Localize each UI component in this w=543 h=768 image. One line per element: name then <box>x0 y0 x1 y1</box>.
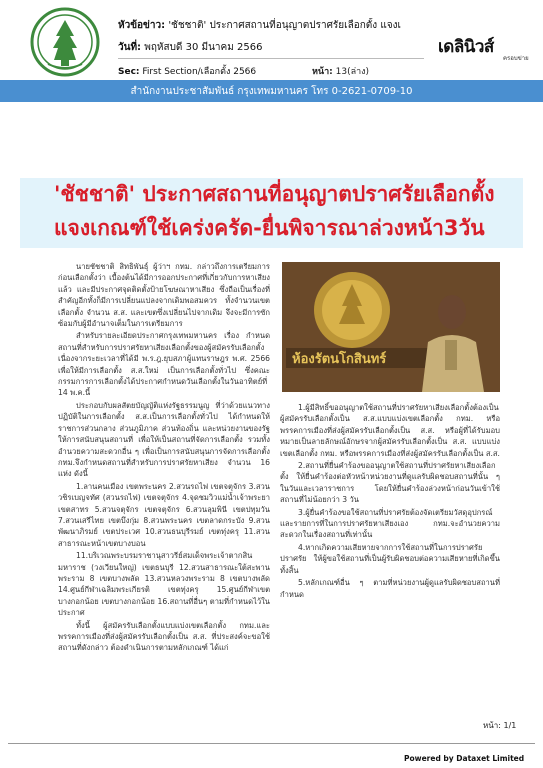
powered-by-text: Powered by Dataxet Limited <box>404 754 525 763</box>
article-body-left <box>58 261 270 731</box>
header-divider <box>118 58 424 59</box>
header-section-value: First Section/เลือกตั้ง 2566 <box>142 67 257 77</box>
header-title-line <box>118 18 418 33</box>
header-page-value: 13(ล่าง) <box>335 67 370 77</box>
footer-divider <box>8 743 535 744</box>
article-paragraph: 5.หลักเกณฑ์อื่น ๆ ตามที่หน่วยงานผู้ดูแลรับผิดชอบสถานที่กำหนด <box>280 578 500 599</box>
article-paragraph: ประกอบกับผลสัตยบัญญัติแห่งรัฐธรรมนูญ ที่ว่าด้วยแนวทางปฏิบัติในการเลือกตั้ง ส.ส.เป็นการเลือกตั้งทั่วไป ได้กำหนดให้ราชการส่วนกลาง ส่วนภูมิภาค ส่วนท้องถิ่น และหน่วยงานของรัฐให้การสนับสนุนสถานที่ เพื่อให้เป็นสถานที่จัดการเลือกตั้ง รวมทั้งอำนวยความสะดวกอื่น ๆ เพื่อเป็นการสนับสนุนการจัดการเลือกตั้ง กทม.จึงกำหนดสถานที่สำหรับการปราศรัยหาเสียง จำนวน 16 แห่ง ดังนี้ <box>58 400 270 479</box>
header-title-value: 'ชัชชาติ' ประกาศสถานที่อนุญาตปราศรัยเลือกตั้ง แจงเ <box>168 20 401 31</box>
article-paragraph: 3.ผู้ยื่นคำร้องขอใช้สถานที่ปราศรัยต้องจัดเตรียมวัสดุอุปกรณ์และรายการที่ในการปราศรัยหาเสียงเอง กทม.จะอำนวยความสะดวกในเรื่องสถานที่เท่านั้น <box>280 507 500 540</box>
header-page-line <box>312 64 369 78</box>
publication-subtitle: ครอบข่าย <box>503 55 529 62</box>
article-paragraph: 1.ลานคนเมือง เขตพระนคร 2.สวนรถไฟ เขตจตุจักร 3.สวนวชิรเบญจทัศ (สวนรถไฟ) เขตจตุจักร 4.จุดชมวิวแม่น้ำเจ้าพระยา เขตสาทร 5.สวนจตุจักร เขตจตุจักร 6.สวนลุมพินี เขตปทุมวัน 7.สวนเสรีไทย เขตบึงกุ่ม 8.สวนพระนคร เขตลาดกระบัง 9.สวนพัฒนาภิรมย์ เขตประเวศ 10.สวนธนบุรีรมย์ เขตทุ่งครุ 11.สวนสาธารณะหน้าเขตบางบอน <box>58 481 270 548</box>
header-date-value: พฤหัสบดี 30 มีนาคม 2566 <box>144 42 263 53</box>
article-paragraph: นายชัชชาติ สิทธิพันธุ์ ผู้ว่าฯ กทม. กล่าวถึงการเตรียมการก่อนเลือกตั้งว่า เบื้องต้นได้มีการออกประกาศที่เกี่ยวกับการหาเสียงแล้ว และมีประกาศจุดติดตั้งป้ายโฆษณาหาเสียง ซึ่งถือเป็นเรื่องที่สำคัญอีกทั้งก็มีการเปลี่ยนแปลงจากเดิมพอสมควร ทั้งจำนวนเขตเลือกตั้ง จำนวน ส.ส. และเขตซึ่งเปลี่ยนไปจากเดิม จึงจะมีการซักซ้อมกับผู้มีอำนาจเต็มในการเตรียมการ <box>58 262 270 329</box>
article-paragraph: 11.บริเวณพระบรมราชานุสาวรีย์สมเด็จพระเจ้าตากสินมหาราช (วงเวียนใหญ่) เขตธนบุรี 12.สวนสาธารณะใต้สะพานพระราม 8 เขตบางพลัด 13.สวนหลวงพระราม 8 เขตบางพลัด 14.ศูนย์กีฬาเฉลิมพระเกียรติ เขตทุ่งครุ 15.ศูนย์กีฬาเขตบางกอกน้อย เขตบางกอกน้อย 16.สถานที่อื่นๆ ตามที่กำหนดไว้ในประกาศ <box>58 551 270 618</box>
page-number: หน้า: 1/1 <box>483 721 517 730</box>
header-date-line <box>118 40 262 55</box>
article-paragraph: ทั้งนี้ ผู้สมัครรับเลือกตั้งแบบแบ่งเขตเลือกตั้ง กทม.และพรรคการเมืองที่ส่งผู้สมัครรับเลือกตั้งเป็น ส.ส. ที่ประสงค์จะขอใช้สถานที่ดังกล่าว ต้องดำเนินการตามหลักเกณฑ์ ได้แก่ <box>58 620 270 653</box>
article-paragraph: 1.ผู้มีสิทธิ์ขออนุญาตใช้สถานที่ปราศรัยหาเสียงเลือกตั้งต้องเป็นผู้สมัครรับเลือกตั้งเป็น ส.ส.แบบแบ่งเขตเลือกตั้ง กทม. หรือพรรคการเมืองที่ส่งผู้สมัครรับเลือกตั้งเป็น ส.ส. หรือผู้ที่ได้รับมอบหมายเป็นลายลักษณ์อักษรจากผู้สมัครรับเลือกตั้งเป็น ส.ส. แบบแบ่งเขตเลือกตั้ง กทม. หรือพรรคการเมืองที่ส่งผู้สมัครรับเลือกตั้งเป็น ส.ส. <box>280 403 500 458</box>
publication-logo: เดลินิวส์ <box>438 37 494 57</box>
article-paragraph: สำหรับรายละเอียดประกาศกรุงเทพมหานคร เรื่อง กำหนดสถานที่สำหรับการปราศรัยหาเสียงเลือกตั้งของผู้สมัครรับเลือกตั้งเนื่องจากระยะเวลาที่ได้มี พ.ร.ฎ.ยุบสภาผู้แทนราษฎร พ.ศ. 2566 เพื่อให้มีการเลือกตั้ง ส.ส.ใหม่ เป็นการเลือกตั้งทั่วไป ซึ่งคณะกรรมการการเลือกตั้งได้ประกาศกำหนดวันเลือกตั้งในวันอาทิตย์ที่ 14 พ.ค.นี้ <box>58 331 270 398</box>
headline-line-1: 'ชัชชาติ' ประกาศสถานที่อนุญาตปราศรัยเลือกตั้ง <box>54 182 495 206</box>
office-contact-line: สำนักงานประชาสัมพันธ์ กรุงเทพมหานคร โทร 0-2621-0709-10 <box>130 86 413 97</box>
header-title-label: หัวข้อข่าว: <box>118 20 166 31</box>
governor-photo <box>282 262 500 392</box>
article-body-right <box>280 402 500 622</box>
header-section-label: Sec: <box>118 67 140 77</box>
bangkok-seal-logo <box>30 6 100 78</box>
article-paragraph: 2.สถานที่ยื่นคำร้องขออนุญาตใช้สถานที่ปราศรัยหาเสียงเลือกตั้ง ให้ยื่นคำร้องต่อหัวหน้าหน่วยงานที่ดูแลรับผิดชอบสถานที่นั้น ๆ ในวันและเวลาราชการ โดยให้ยื่นคำร้องล่วงหน้าก่อนวันเข้าใช้สถานที่ไม่น้อยกว่า 3 วัน <box>280 461 500 505</box>
header-page-label: หน้า: <box>312 67 333 77</box>
header-section-line <box>118 64 256 78</box>
article-paragraph: 4.หากเกิดความเสียหายจากการใช้สถานที่ในการปราศรัยปราศรัย ให้ผู้ขอใช้สถานที่เป็นผู้รับผิดชอบต่อความเสียหายที่เกิดขึ้นทั้งสิ้น <box>280 542 500 575</box>
header-date-label: วันที่: <box>118 42 142 53</box>
headline-line-2: แจงเกณฑ์ใช้เคร่งครัด-ยื่นพิจารณาล่วงหน้า3วัน <box>54 216 485 240</box>
photo-sign-text: ห้องรัตนโกสินทร์ <box>292 352 387 367</box>
